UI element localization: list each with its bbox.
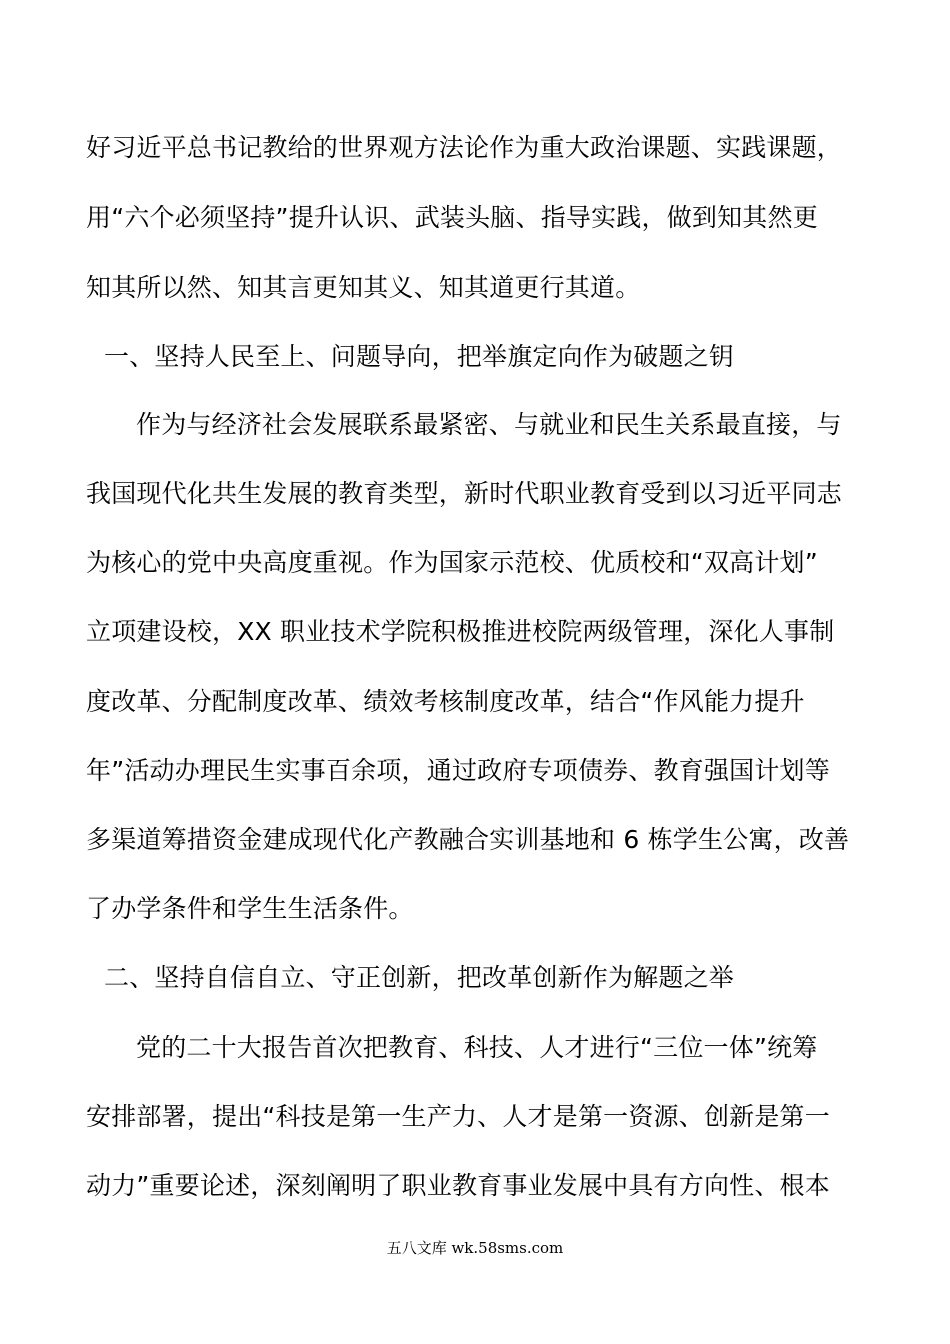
body-text-line: 党的二十大报告首次把教育、科技、人才进行“三位一体”统筹: [136, 1033, 818, 1062]
body-text-line: 知其所以然、知其言更知其义、知其道更行其道。: [86, 273, 641, 302]
body-text-line: 度改革、分配制度改革、绩效考核制度改革，结合“作风能力提升: [86, 687, 805, 716]
body-text-line: 我国现代化共生发展的教育类型，新时代职业教育受到以习近平同志: [86, 479, 843, 508]
footer-watermark: 五八文库 wk.58sms.com: [386, 1239, 564, 1257]
body-text-line: 好习近平总书记教给的世界观方法论作为重大政治课题、实践课题，: [86, 133, 843, 162]
section-heading-1: 一、坚持人民至上、问题导向，把举旗定向作为破题之钥: [104, 342, 735, 371]
section-heading-2: 二、坚持自信自立、守正创新，把改革创新作为解题之举: [104, 963, 735, 992]
body-text-line: 年”活动办理民生实事百余项，通过政府专项债券、教育强国计划等: [86, 756, 830, 785]
body-text-line: 用“六个必须坚持”提升认识、武装头脑、指导实践，做到知其然更: [86, 203, 818, 232]
body-text-line: 了办学条件和学生生活条件。: [86, 894, 414, 923]
body-text-line: 多渠道筹措资金建成现代化产教融合实训基地和 6 栋学生公寓，改善: [86, 825, 850, 854]
body-text-line: 作为与经济社会发展联系最紧密、与就业和民生关系最直接，与: [136, 410, 842, 439]
body-text-line: 为核心的党中央高度重视。作为国家示范校、优质校和“双高计划”: [86, 548, 818, 577]
body-text-line: 立项建设校，XX 职业技术学院积极推进校院两级管理，深化人事制: [86, 617, 835, 646]
body-text-line: 动力”重要论述，深刻阐明了职业教育事业发展中具有方向性、根本: [86, 1171, 830, 1200]
body-text-line: 安排部署，提出“科技是第一生产力、人才是第一资源、创新是第一: [86, 1102, 830, 1131]
